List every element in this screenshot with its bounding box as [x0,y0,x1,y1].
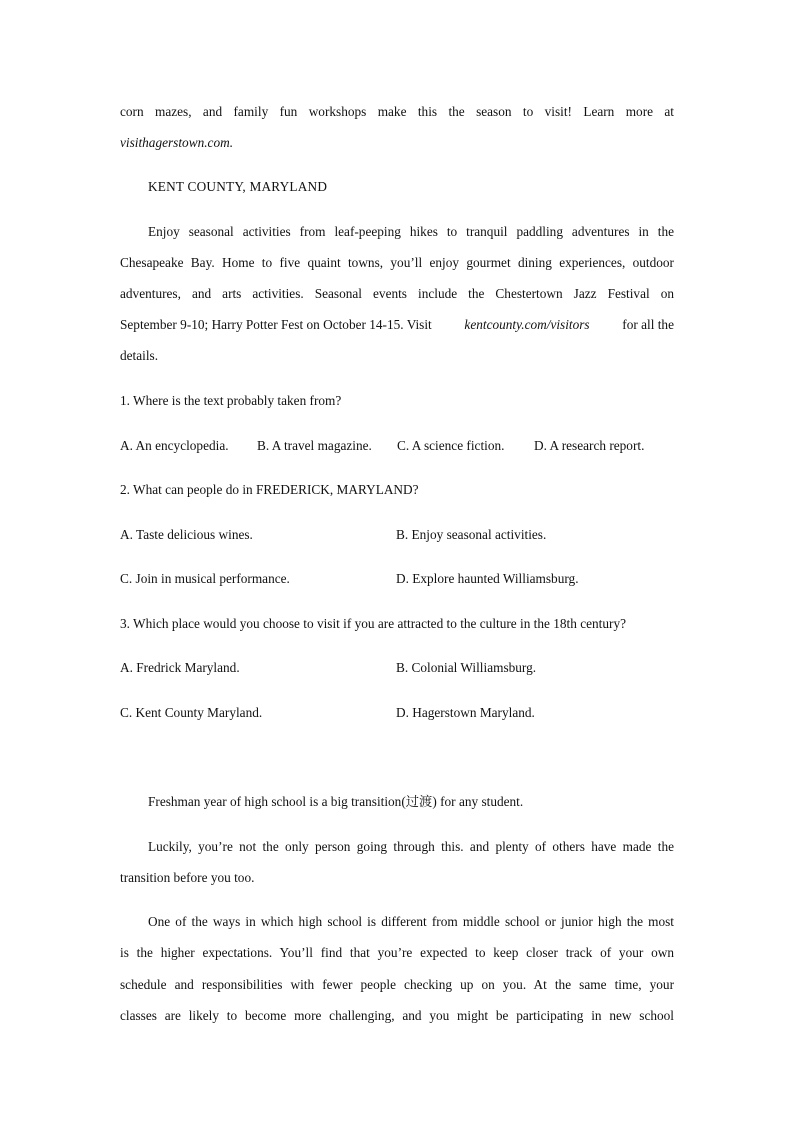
hagerstown-url: visithagerstown.com. [120,135,234,150]
kent-line-4 [120,316,674,334]
question-1-option-b: B. A travel magazine. [257,438,372,453]
question-3-option-d: D. Hagerstown Maryland. [396,705,535,720]
question-2-option-b: B. Enjoy seasonal activities. [396,527,547,542]
question-3-option-c: C. Kent County Maryland. [120,705,263,720]
passage-b-p2-line-2: transition before you too. [120,870,255,885]
kent-line-4-pre: September 9-10; Harry Potter Fest on October 14-15. Visit [120,317,432,332]
kent-line-5: details. [120,348,159,363]
passage-b-paragraph-1: Freshman year of high school is a big transition(过渡) for any student. [148,794,524,809]
passage-b-p3-line-4: classes are likely to become more challenging, and you might be participating in new school [120,1008,674,1023]
question-3-stem: 3. Which place would you choose to visit if you are attracted to the culture in the 18th century? [120,616,626,631]
document-page [120,0,674,1123]
question-3-option-b: B. Colonial Williamsburg. [396,660,537,675]
question-1-option-d: D. A research report. [534,438,645,453]
question-1-option-c: C. A science fiction. [397,438,505,453]
kent-county-heading: KENT COUNTY, MARYLAND [148,179,328,194]
kent-line-2: Chesapeake Bay. Home to five quaint towns, you’ll enjoy gourmet dining experiences, outdoor [120,255,674,270]
question-2-stem: 2. What can people do in FREDERICK, MARYLAND? [120,482,419,497]
passage-b-p3-line-1: One of the ways in which high school is different from middle school or junior high the most [148,914,674,929]
question-2-option-c: C. Join in musical performance. [120,571,290,586]
question-3-option-a: A. Fredrick Maryland. [120,660,240,675]
question-1-option-a: A. An encyclopedia. [120,438,229,453]
question-2-option-a: A. Taste delicious wines. [120,527,253,542]
passage-a-line-1: corn mazes, and family fun workshops make this the season to visit! Learn more at [120,104,674,119]
kentcounty-url: kentcounty.com/visitors [464,317,590,332]
kent-line-1: Enjoy seasonal activities from leaf-peeping hikes to tranquil paddling adventures in the [148,224,674,239]
kent-line-3: adventures, and arts activities. Seasonal events include the Chestertown Jazz Festival on [120,286,674,301]
passage-b-p2-line-1: Luckily, you’re not the only person going through this. and plenty of others have made the [148,839,674,854]
question-2-option-d: D. Explore haunted Williamsburg. [396,571,579,586]
passage-b-p3-line-2: is the higher expectations. You’ll find that you’re expected to keep closer track of your own [120,945,674,960]
question-1-stem: 1. Where is the text probably taken from? [120,393,342,408]
passage-b-p3-line-3: schedule and responsibilities with fewer people checking up on you. At the same time, your [120,977,674,992]
kent-line-4-post: for all the [622,317,674,332]
